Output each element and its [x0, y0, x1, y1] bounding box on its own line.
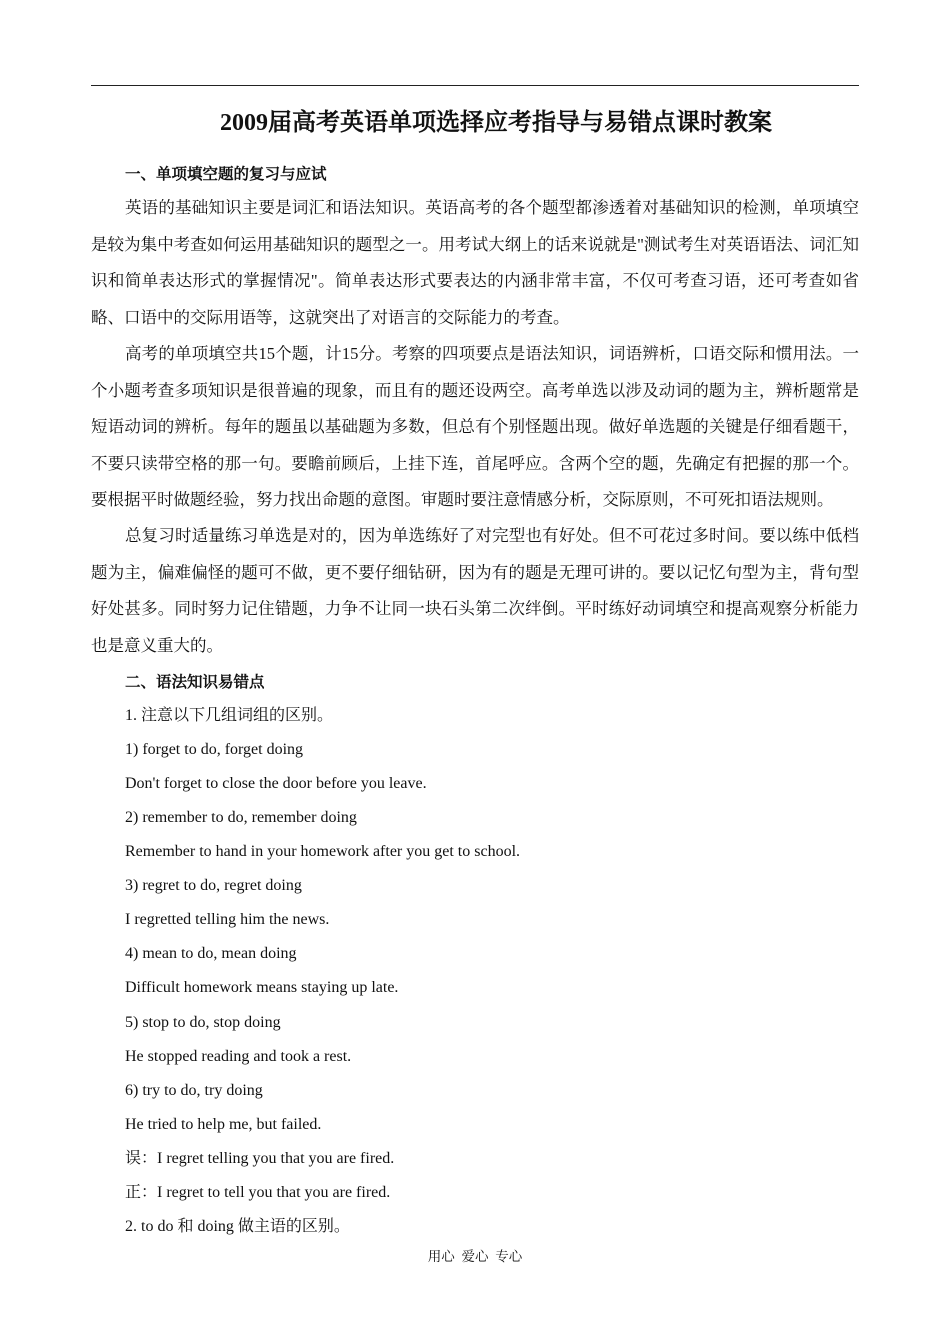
- list-item: 5) stop to do, stop doing: [125, 1014, 281, 1031]
- list-item: I regretted telling him the news.: [125, 911, 330, 928]
- header-rule: [91, 85, 859, 86]
- section-1-heading: 一、单项填空题的复习与应试: [125, 166, 327, 183]
- list-item: 误：I regret telling you that you are fired.: [125, 1150, 395, 1167]
- list-item: 1) forget to do, forget doing: [125, 741, 304, 758]
- list-item: Remember to hand in your homework after you get to school.: [125, 843, 521, 860]
- document-title: 2009届高考英语单项选择应考指导与易错点课时教案: [220, 110, 772, 136]
- list-item: 4) mean to do, mean doing: [125, 945, 297, 962]
- section-1-paragraph-2: 高考的单项填空共15个题，计15分。考察的四项要点是语法知识，词语辨析，口语交际和惯用法。一个小题考查多项知识是很普遍的现象，而且有的题还设两空。高考单选以涉及动词的题为主，辨析题常是短语动词的辨析。每年的题虽以基础题为多数，但总有个别怪题出现。做好单选题的关键是仔细看题干，不要只读带空格的那一句。要瞻前顾后，上挂下连，首尾呼应。含两个空的题，先确定有把握的那一个。要根据平时做题经验，努力找出命题的意图。审题时要注意情感分析，交际原则，不可死扣语法规则。: [91, 344, 859, 509]
- list-item: 1. 注意以下几组词组的区别。: [125, 707, 334, 724]
- list-item: 6) try to do, try doing: [125, 1082, 263, 1099]
- list-item: Difficult homework means staying up late.: [125, 979, 399, 996]
- list-item: 2) remember to do, remember doing: [125, 809, 357, 826]
- list-item: 2. to do 和 doing 做主语的区别。: [125, 1218, 350, 1235]
- section-1-paragraph-1: 英语的基础知识主要是词汇和语法知识。英语高考的各个题型都渗透着对基础知识的检测，单项填空是较为集中考查如何运用基础知识的题型之一。用考试大纲上的话来说就是"测试考生对英语语法、词汇知识和简单表达形式的掌握情况"。简单表达形式要表达的内涵非常丰富，不仅可考查习语，还可考查如省略、口语中的交际用语等，这就突出了对语言的交际能力的考查。: [91, 198, 859, 327]
- list-item: Don't forget to close the door before you leave.: [125, 775, 427, 792]
- list-item: 正：I regret to tell you that you are fired.: [125, 1184, 391, 1201]
- section-1-paragraph-3: 总复习时适量练习单选是对的，因为单选练好了对完型也有好处。但不可花过多时间。要以练中低档题为主，偏难偏怪的题可不做，更不要仔细钻研，因为有的题是无理可讲的。要以记忆句型为主，背句型好处甚多。同时努力记住错题，力争不让同一块石头第二次绊倒。平时练好动词填空和提高观察分析能力也是意义重大的。: [91, 526, 859, 655]
- page-footer: 用心 爱心 专心: [427, 1249, 523, 1264]
- list-item: He stopped reading and took a rest.: [125, 1048, 352, 1065]
- list-item: He tried to help me, but failed.: [125, 1116, 322, 1133]
- list-item: 3) regret to do, regret doing: [125, 877, 302, 894]
- section-2-heading: 二、语法知识易错点: [125, 674, 265, 691]
